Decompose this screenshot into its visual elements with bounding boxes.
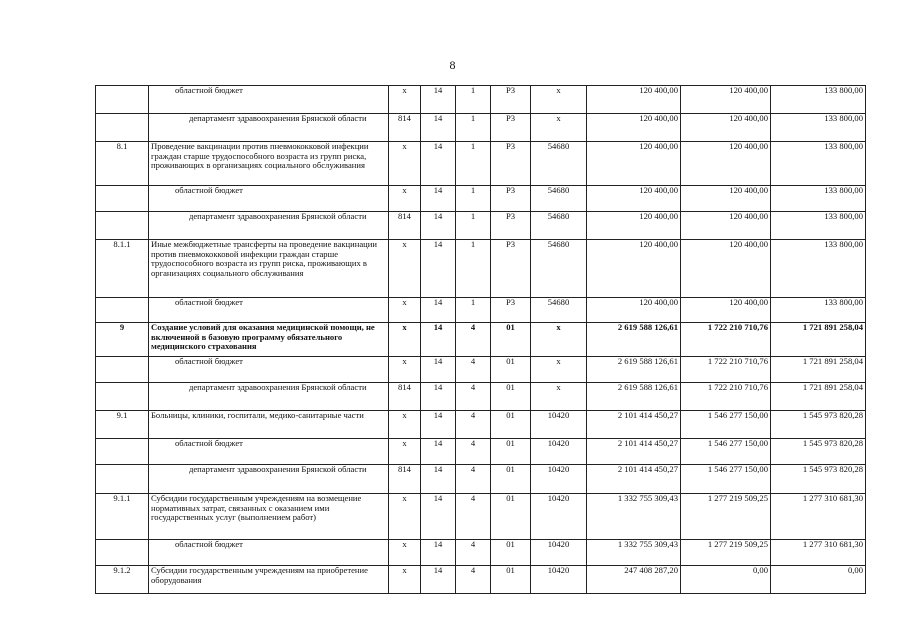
code-subprogram: 4 (456, 357, 491, 383)
code-direction: 10420 (531, 465, 587, 494)
table-row (96, 240, 866, 298)
code-ministry: 814 (389, 465, 421, 494)
amount-year-1: 2 619 588 126,61 (587, 323, 681, 357)
amount-year-2: 1 722 210 710,76 (681, 383, 771, 411)
amount-year-2: 120 400,00 (681, 142, 771, 186)
amount-year-3: 1 721 891 258,04 (771, 357, 866, 383)
code-ministry: x (389, 357, 421, 383)
code-event: 01 (491, 383, 531, 411)
code-event: P3 (491, 240, 531, 298)
code-program: 14 (421, 465, 456, 494)
code-direction: 54680 (531, 240, 587, 298)
code-subprogram: 1 (456, 114, 491, 142)
row-number: 9.1 (96, 411, 149, 439)
amount-year-1: 120 400,00 (587, 212, 681, 240)
code-event: 01 (491, 357, 531, 383)
code-subprogram: 1 (456, 142, 491, 186)
row-name: Иные межбюджетные трансферты на проведение вакцинации против пневмококковой инфекции граждан старше трудоспособного возраста из групп риска, проживающих в организациях социального обслуживания (149, 240, 389, 298)
amount-year-3: 133 800,00 (771, 114, 866, 142)
amount-year-3: 1 545 973 820,28 (771, 465, 866, 494)
code-ministry: x (389, 411, 421, 439)
code-direction: 10420 (531, 540, 587, 566)
amount-year-1: 120 400,00 (587, 114, 681, 142)
amount-year-2: 0,00 (681, 566, 771, 594)
code-program: 14 (421, 540, 456, 566)
code-event: P3 (491, 114, 531, 142)
code-subprogram: 4 (456, 439, 491, 465)
code-direction: 54680 (531, 142, 587, 186)
amount-year-3: 1 721 891 258,04 (771, 383, 866, 411)
row-name: департамент здравоохранения Брянской области (149, 212, 389, 240)
row-number (96, 114, 149, 142)
amount-year-3: 133 800,00 (771, 298, 866, 323)
table-row (96, 494, 866, 540)
code-direction: x (531, 357, 587, 383)
code-program: 14 (421, 411, 456, 439)
amount-year-3: 1 277 310 681,30 (771, 540, 866, 566)
row-name: областной бюджет (149, 439, 389, 465)
code-direction: x (531, 383, 587, 411)
code-event: 01 (491, 411, 531, 439)
amount-year-3: 1 545 973 820,28 (771, 439, 866, 465)
row-number: 9.1.1 (96, 494, 149, 540)
code-subprogram: 4 (456, 411, 491, 439)
code-program: 14 (421, 240, 456, 298)
table-row (96, 298, 866, 323)
row-name: областной бюджет (149, 86, 389, 114)
page-number: 8 (449, 58, 456, 72)
amount-year-2: 1 277 219 509,25 (681, 494, 771, 540)
table-row (96, 86, 866, 114)
code-subprogram: 1 (456, 186, 491, 212)
amount-year-1: 2 619 588 126,61 (587, 357, 681, 383)
amount-year-2: 1 546 277 150,00 (681, 411, 771, 439)
code-ministry: 814 (389, 212, 421, 240)
code-event: P3 (491, 86, 531, 114)
code-program: 14 (421, 212, 456, 240)
amount-year-3: 1 721 891 258,04 (771, 323, 866, 357)
code-subprogram: 1 (456, 240, 491, 298)
budget-table-body (96, 86, 866, 594)
code-subprogram: 4 (456, 540, 491, 566)
amount-year-1: 120 400,00 (587, 298, 681, 323)
amount-year-3: 1 545 973 820,28 (771, 411, 866, 439)
amount-year-3: 1 277 310 681,30 (771, 494, 866, 540)
amount-year-2: 1 277 219 509,25 (681, 540, 771, 566)
row-number (96, 439, 149, 465)
code-event: P3 (491, 212, 531, 240)
amount-year-2: 120 400,00 (681, 240, 771, 298)
code-event: 01 (491, 323, 531, 357)
code-program: 14 (421, 383, 456, 411)
code-event: 01 (491, 566, 531, 594)
code-event: 01 (491, 439, 531, 465)
code-program: 14 (421, 86, 456, 114)
code-event: 01 (491, 465, 531, 494)
row-number (96, 86, 149, 114)
code-program: 14 (421, 186, 456, 212)
amount-year-2: 1 546 277 150,00 (681, 465, 771, 494)
amount-year-2: 120 400,00 (681, 212, 771, 240)
row-name: областной бюджет (149, 357, 389, 383)
table-row (96, 439, 866, 465)
row-number (96, 357, 149, 383)
amount-year-2: 1 722 210 710,76 (681, 323, 771, 357)
table-row (96, 142, 866, 186)
table-row (96, 357, 866, 383)
code-program: 14 (421, 439, 456, 465)
code-direction: 54680 (531, 298, 587, 323)
amount-year-2: 120 400,00 (681, 298, 771, 323)
code-subprogram: 1 (456, 86, 491, 114)
row-name: Больницы, клиники, госпитали, медико-санитарные части (149, 411, 389, 439)
table-row (96, 114, 866, 142)
code-direction: x (531, 86, 587, 114)
code-ministry: x (389, 142, 421, 186)
amount-year-1: 1 332 755 309,43 (587, 494, 681, 540)
row-number: 9 (96, 323, 149, 357)
code-program: 14 (421, 357, 456, 383)
table-row (96, 383, 866, 411)
table-row (96, 411, 866, 439)
amount-year-2: 120 400,00 (681, 186, 771, 212)
row-number: 8.1 (96, 142, 149, 186)
amount-year-2: 1 546 277 150,00 (681, 439, 771, 465)
amount-year-1: 120 400,00 (587, 142, 681, 186)
row-name: департамент здравоохранения Брянской области (149, 465, 389, 494)
code-event: 01 (491, 494, 531, 540)
code-program: 14 (421, 298, 456, 323)
amount-year-1: 2 101 414 450,27 (587, 465, 681, 494)
row-name: областной бюджет (149, 298, 389, 323)
code-program: 14 (421, 114, 456, 142)
amount-year-1: 1 332 755 309,43 (587, 540, 681, 566)
row-name: Субсидии государственным учреждениям на возмещение нормативных затрат, связанных с оказанием ими государственных услуг (выполнением работ) (149, 494, 389, 540)
code-direction: 10420 (531, 411, 587, 439)
code-subprogram: 1 (456, 298, 491, 323)
row-name: областной бюджет (149, 540, 389, 566)
amount-year-1: 120 400,00 (587, 186, 681, 212)
row-number (96, 465, 149, 494)
code-ministry: x (389, 566, 421, 594)
amount-year-3: 133 800,00 (771, 212, 866, 240)
table-row (96, 212, 866, 240)
table-row (96, 465, 866, 494)
amount-year-3: 133 800,00 (771, 142, 866, 186)
code-ministry: x (389, 494, 421, 540)
code-subprogram: 4 (456, 323, 491, 357)
code-subprogram: 4 (456, 383, 491, 411)
amount-year-3: 0,00 (771, 566, 866, 594)
amount-year-1: 2 101 414 450,27 (587, 411, 681, 439)
row-number (96, 383, 149, 411)
code-direction: 10420 (531, 494, 587, 540)
row-number (96, 212, 149, 240)
code-direction: x (531, 323, 587, 357)
row-number (96, 298, 149, 323)
amount-year-2: 120 400,00 (681, 86, 771, 114)
code-ministry: 814 (389, 114, 421, 142)
amount-year-1: 2 619 588 126,61 (587, 383, 681, 411)
code-ministry: x (389, 86, 421, 114)
code-ministry: x (389, 540, 421, 566)
amount-year-1: 247 408 287,20 (587, 566, 681, 594)
code-direction: 54680 (531, 186, 587, 212)
amount-year-1: 120 400,00 (587, 86, 681, 114)
row-name: Проведение вакцинации против пневмококковой инфекции граждан старше трудоспособного возраста из групп риска, проживающих в организациях социального обслуживания (149, 142, 389, 186)
code-ministry: 814 (389, 383, 421, 411)
code-ministry: x (389, 240, 421, 298)
amount-year-1: 120 400,00 (587, 240, 681, 298)
code-ministry: x (389, 186, 421, 212)
amount-year-3: 133 800,00 (771, 240, 866, 298)
row-name: Субсидии государственным учреждениям на приобретение оборудования (149, 566, 389, 594)
amount-year-2: 1 722 210 710,76 (681, 357, 771, 383)
code-subprogram: 4 (456, 494, 491, 540)
table-row (96, 323, 866, 357)
code-ministry: x (389, 298, 421, 323)
code-direction: x (531, 114, 587, 142)
code-program: 14 (421, 494, 456, 540)
code-event: P3 (491, 142, 531, 186)
code-direction: 10420 (531, 439, 587, 465)
row-name: областной бюджет (149, 186, 389, 212)
row-number: 9.1.2 (96, 566, 149, 594)
amount-year-1: 2 101 414 450,27 (587, 439, 681, 465)
table-row (96, 566, 866, 594)
code-event: P3 (491, 186, 531, 212)
amount-year-2: 120 400,00 (681, 114, 771, 142)
table-row (96, 186, 866, 212)
row-number (96, 186, 149, 212)
row-number (96, 540, 149, 566)
row-name: Создание условий для оказания медицинской помощи, не включенной в базовую программу обязательного медицинского страхования (149, 323, 389, 357)
code-ministry: x (389, 323, 421, 357)
code-subprogram: 4 (456, 566, 491, 594)
amount-year-3: 133 800,00 (771, 186, 866, 212)
row-name: департамент здравоохранения Брянской области (149, 383, 389, 411)
code-subprogram: 4 (456, 465, 491, 494)
code-subprogram: 1 (456, 212, 491, 240)
budget-table (95, 85, 866, 594)
code-event: P3 (491, 298, 531, 323)
code-ministry: x (389, 439, 421, 465)
code-event: 01 (491, 540, 531, 566)
table-row (96, 540, 866, 566)
code-direction: 54680 (531, 212, 587, 240)
amount-year-3: 133 800,00 (771, 86, 866, 114)
row-name: департамент здравоохранения Брянской области (149, 114, 389, 142)
row-number: 8.1.1 (96, 240, 149, 298)
code-program: 14 (421, 566, 456, 594)
code-program: 14 (421, 142, 456, 186)
code-direction: 10420 (531, 566, 587, 594)
code-program: 14 (421, 323, 456, 357)
